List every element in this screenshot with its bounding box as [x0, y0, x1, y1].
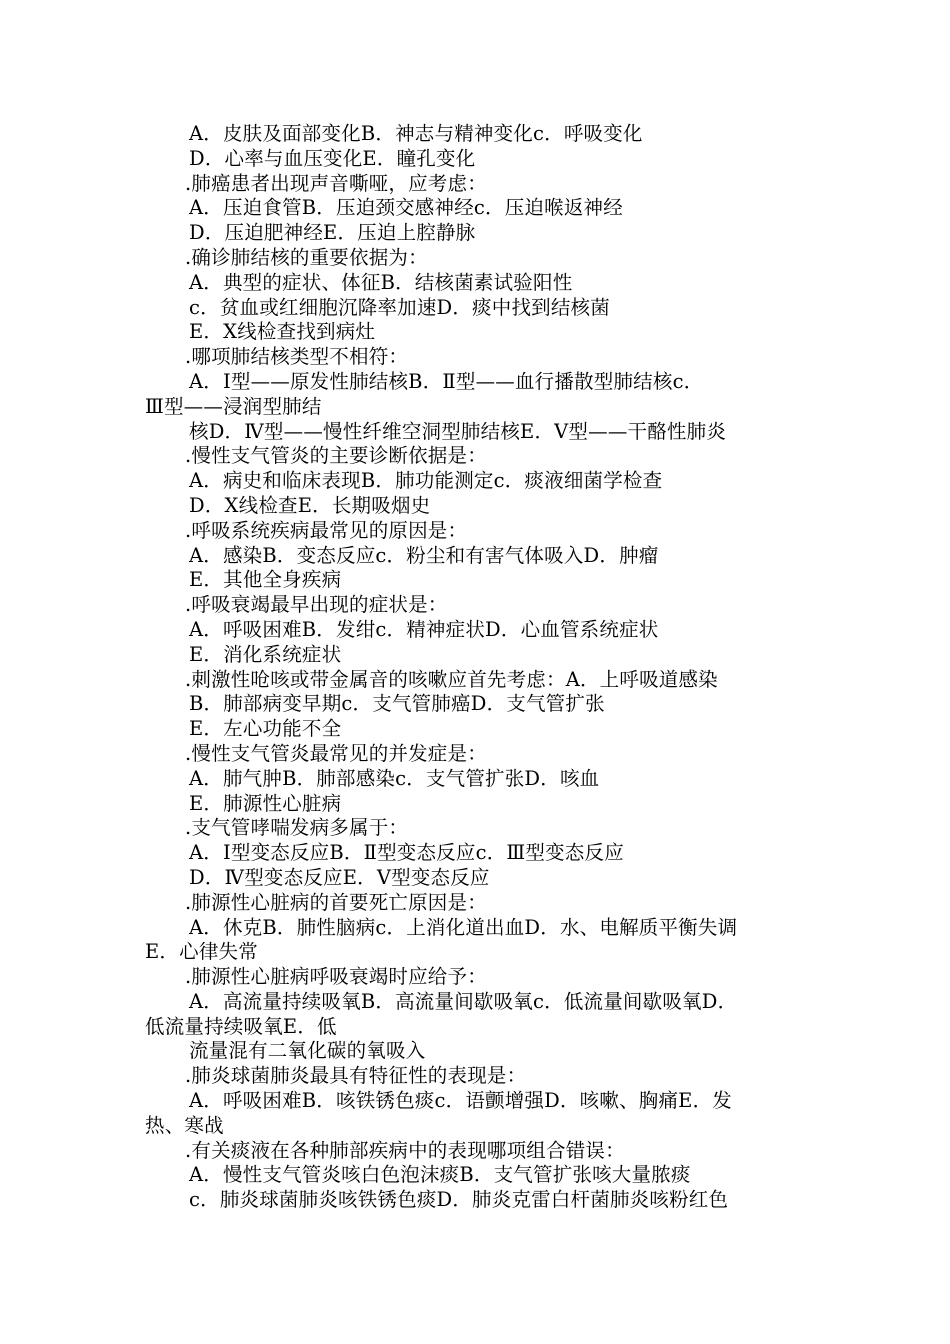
text-line: .肺癌患者出现声音嘶哑，应考虑：	[185, 171, 487, 195]
question-text-block	[145, 122, 815, 1213]
text-line: .慢性支气管炎的主要诊断依据是：	[185, 444, 487, 468]
text-line: .呼吸衰竭最早出现的症状是：	[185, 593, 448, 617]
text-line: 流量混有二氧化碳的氧吸入	[189, 1039, 426, 1063]
text-line: .确诊肺结核的重要依据为：	[185, 245, 428, 269]
text-line: .肺源性心脏病的首要死亡原因是：	[185, 890, 487, 914]
text-line: c．贫血或红细胞沉降率加速D．痰中找到结核菌	[189, 295, 610, 319]
text-line: D．X线检查E．长期吸烟史	[189, 493, 431, 517]
text-line: E．X线检查找到病灶	[189, 320, 376, 344]
text-line: B．肺部病变早期c．支气管肺癌D．支气管扩张	[189, 692, 605, 716]
text-line: .呼吸系统疾病最常见的原因是：	[185, 518, 468, 542]
text-line: .肺炎球菌肺炎最具有特征性的表现是：	[185, 1064, 527, 1088]
text-line: .哪项肺结核类型不相符：	[185, 345, 409, 369]
text-line: Ⅲ型——浸润型肺结	[145, 394, 322, 418]
text-line: E．其他全身疾病	[189, 568, 342, 592]
text-line: E．左心功能不全	[189, 717, 342, 741]
text-line: .刺激性呛咳或带金属音的咳嗽应首先考虑：A．上呼吸道感染	[185, 667, 718, 691]
text-line: A．高流量持续吸氧B．高流量间歇吸氧c．低流量间歇吸氧D．	[189, 989, 738, 1013]
text-line: .肺源性心脏病呼吸衰竭时应给予：	[185, 965, 487, 989]
text-line: E．肺源性心脏病	[189, 791, 342, 815]
text-line: D．心率与血压变化E．瞳孔变化	[189, 146, 476, 170]
text-line: A．典型的症状、体征B．结核菌素试验阳性	[189, 270, 573, 294]
text-line: .支气管哮喘发病多属于：	[185, 816, 409, 840]
text-line: A．病史和临床表现B．肺功能测定c．痰液细菌学检查	[189, 469, 663, 493]
text-line: E．心律失常	[145, 940, 258, 964]
text-line: A．呼吸困难B．咳铁锈色痰c．语颤增强D．咳嗽、胸痛E．发	[189, 1089, 733, 1113]
text-line: A．Ⅰ型——原发性肺结核B．Ⅱ型——血行播散型肺结核c．	[189, 369, 704, 393]
text-line: A．呼吸困难B．发绀c．精神症状D．心血管系统症状	[189, 617, 659, 641]
text-line: A．感染B．变态反应c．粉尘和有害气体吸入D．肿瘤	[189, 543, 659, 567]
text-line: D．Ⅳ型变态反应E．Ⅴ型变态反应	[189, 865, 490, 889]
text-line: A．Ⅰ型变态反应B．Ⅱ型变态反应c．Ⅲ型变态反应	[189, 841, 624, 865]
text-line: A．休克B．肺性脑病c．上消化道出血D．水、电解质平衡失调	[189, 915, 738, 939]
text-line: A．肺气肿B．肺部感染c．支气管扩张D．咳血	[189, 766, 600, 790]
text-line: .有关痰液在各种肺部疾病中的表现哪项组合错误：	[185, 1138, 625, 1162]
text-line: 核D．Ⅳ型——慢性纤维空洞型肺结核E．Ⅴ型——干酪性肺炎	[189, 419, 727, 443]
text-line: .慢性支气管炎最常见的并发症是：	[185, 741, 487, 765]
text-line: 低流量持续吸氧E．低	[145, 1014, 337, 1038]
text-line: A．压迫食管B．压迫颈交感神经c．压迫喉返神经	[189, 196, 623, 220]
text-line: c．肺炎球菌肺炎咳铁锈色痰D．肺炎克雷白杆菌肺炎咳粉红色	[189, 1188, 729, 1212]
text-line: 热、寒战	[145, 1113, 224, 1137]
text-line: D．压迫肥神经E．压迫上腔静脉	[189, 221, 476, 245]
text-line: E．消化系统症状	[189, 642, 342, 666]
text-line: A．皮肤及面部变化B．神志与精神变化c．呼吸变化	[189, 122, 643, 145]
text-line: A．慢性支气管炎咳白色泡沫痰B．支气管扩张咳大量脓痰	[189, 1163, 691, 1187]
